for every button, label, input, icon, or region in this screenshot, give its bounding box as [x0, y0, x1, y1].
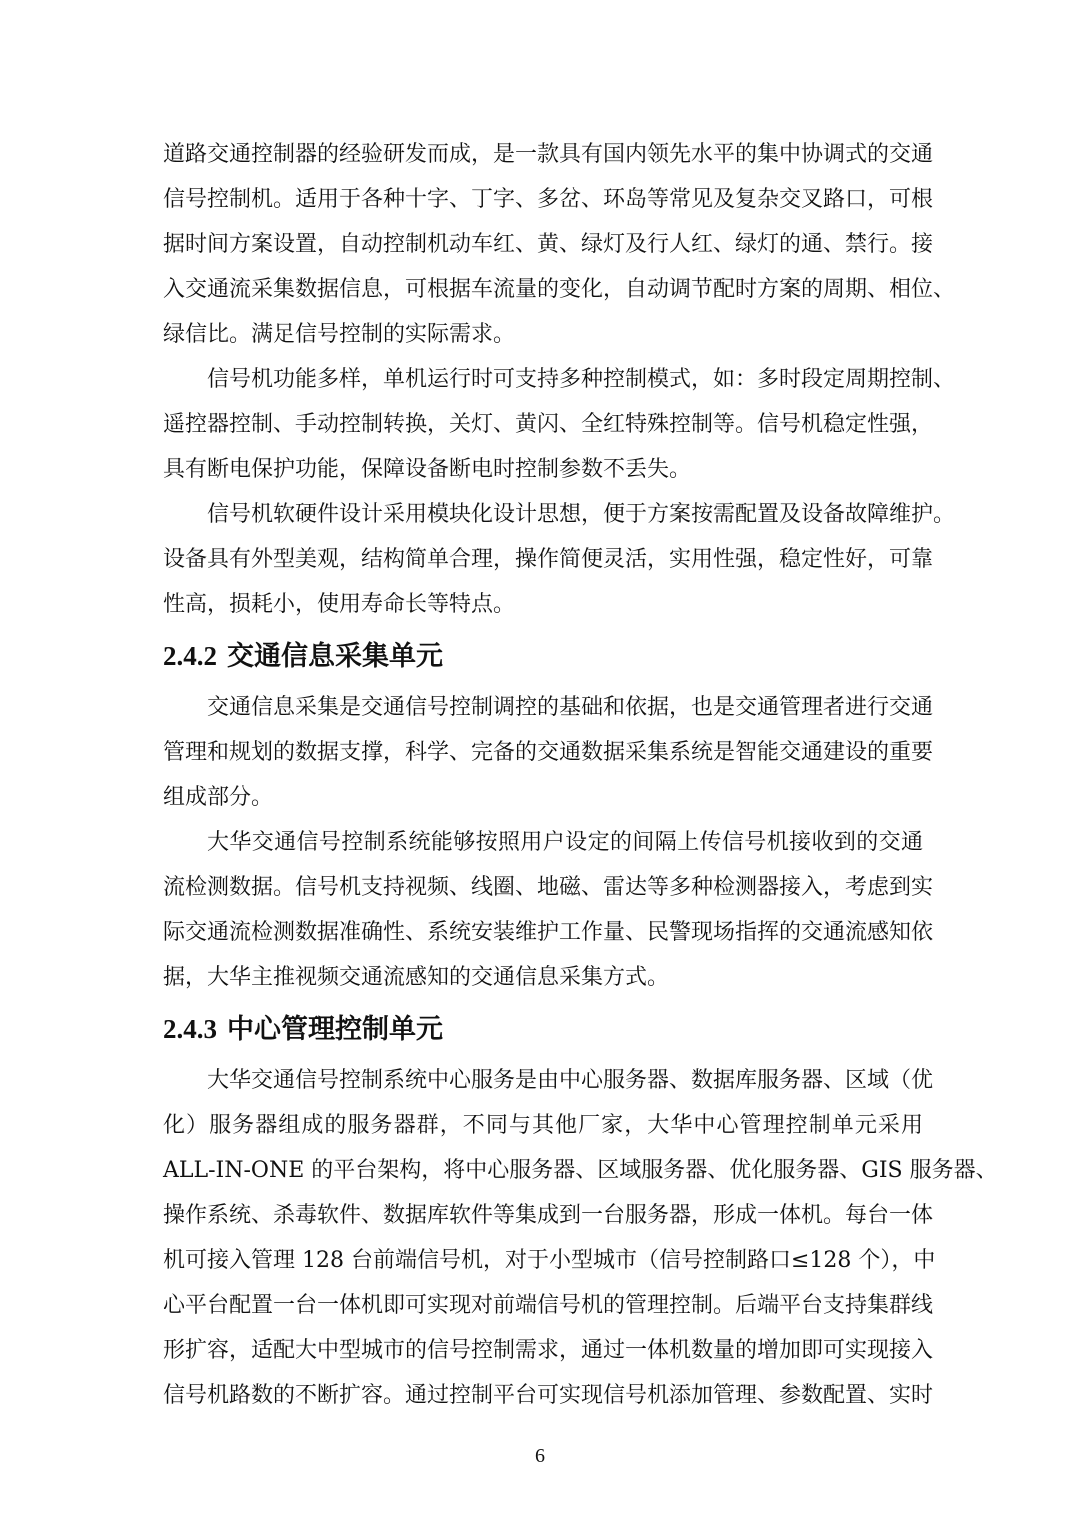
- text-line: 组成部分。: [163, 785, 274, 810]
- text-line: 性高，损耗小，使用寿命长等特点。: [163, 592, 516, 617]
- text-line: 大华交通信号控制系统中心服务是由中心服务器、数据库服务器、区域（优: [207, 1068, 934, 1093]
- paragraph-modular-design: [163, 492, 956, 627]
- text-line: 流检测数据。信号机支持视频、线圈、地磁、雷达等多种检测器接入，考虑到实: [163, 875, 934, 900]
- text-line: 际交通流检测数据准确性、系统安装维护工作量、民警现场指挥的交通流感知依: [163, 920, 934, 945]
- page-content: [163, 132, 998, 1418]
- text-line: 遥控器控制、手动控制转换，关灯、黄闪、全红特殊控制等。信号机稳定性强，: [163, 412, 934, 437]
- text-line: 设备具有外型美观，结构简单合理，操作简便灵活，实用性强，稳定性好，可靠: [163, 547, 934, 572]
- text-line: 绿信比。满足信号控制的实际需求。: [163, 322, 516, 347]
- section-number: 2.4.3: [163, 1014, 217, 1044]
- text-line: 入交通流采集数据信息，可根据车流量的变化，自动调节配时方案的周期、相位、: [163, 277, 956, 302]
- paragraph-center-management: [163, 1058, 998, 1418]
- paragraph-controller-intro: [163, 132, 956, 357]
- paragraph-info-collection: [163, 685, 934, 820]
- text-line: 心平台配置一台一体机即可实现对前端信号机的管理控制。后端平台支持集群线: [163, 1293, 934, 1318]
- section-heading-2-4-2: [163, 627, 923, 685]
- text-line: ALL-IN-ONE 的平台架构，将中心服务器、区域服务器、优化服务器、GIS 服务器、: [163, 1158, 998, 1183]
- page-number: 6: [535, 1445, 545, 1467]
- text-line: 信号机路数的不断扩容。通过控制平台可实现信号机添加管理、参数配置、实时: [163, 1383, 934, 1408]
- text-line: 化）服务器组成的服务器群，不同与其他厂家，大华中心管理控制单元采用: [163, 1113, 923, 1138]
- paragraph-signal-functions: [163, 357, 956, 492]
- section-title: 交通信息采集单元: [227, 641, 443, 672]
- section-heading-2-4-3: [163, 1000, 923, 1058]
- text-line: 据，大华主推视频交通流感知的交通信息采集方式。: [163, 965, 670, 990]
- section-title: 中心管理控制单元: [227, 1014, 443, 1045]
- text-line: 操作系统、杀毒软件、数据库软件等集成到一台服务器，形成一体机。每台一体: [163, 1203, 934, 1228]
- text-line: 管理和规划的数据支撑，科学、完备的交通数据采集系统是智能交通建设的重要: [163, 740, 934, 765]
- section-number: 2.4.2: [163, 641, 217, 671]
- text-line: 机可接入管理 128 台前端信号机，对于小型城市（信号控制路口≤128 个），中: [163, 1248, 936, 1273]
- text-line: 信号机功能多样，单机运行时可支持多种控制模式，如：多时段定周期控制、: [207, 367, 956, 392]
- paragraph-detection-data: [163, 820, 934, 1000]
- text-line: 具有断电保护功能，保障设备断电时控制参数不丢失。: [163, 457, 692, 482]
- text-line: 信号控制机。适用于各种十字、丁字、多岔、环岛等常见及复杂交叉路口，可根: [163, 187, 934, 212]
- text-line: 形扩容，适配大中型城市的信号控制需求，通过一体机数量的增加即可实现接入: [163, 1338, 934, 1363]
- text-line: 据时间方案设置，自动控制机动车红、黄、绿灯及行人红、绿灯的通、禁行。接: [163, 232, 934, 257]
- text-line: 交通信息采集是交通信号控制调控的基础和依据，也是交通管理者进行交通: [207, 695, 934, 720]
- text-line: 大华交通信号控制系统能够按照用户设定的间隔上传信号机接收到的交通: [207, 830, 923, 855]
- text-line: 道路交通控制器的经验研发而成，是一款具有国内领先水平的集中协调式的交通: [163, 142, 934, 167]
- text-line: 信号机软硬件设计采用模块化设计思想，便于方案按需配置及设备故障维护。: [207, 502, 956, 527]
